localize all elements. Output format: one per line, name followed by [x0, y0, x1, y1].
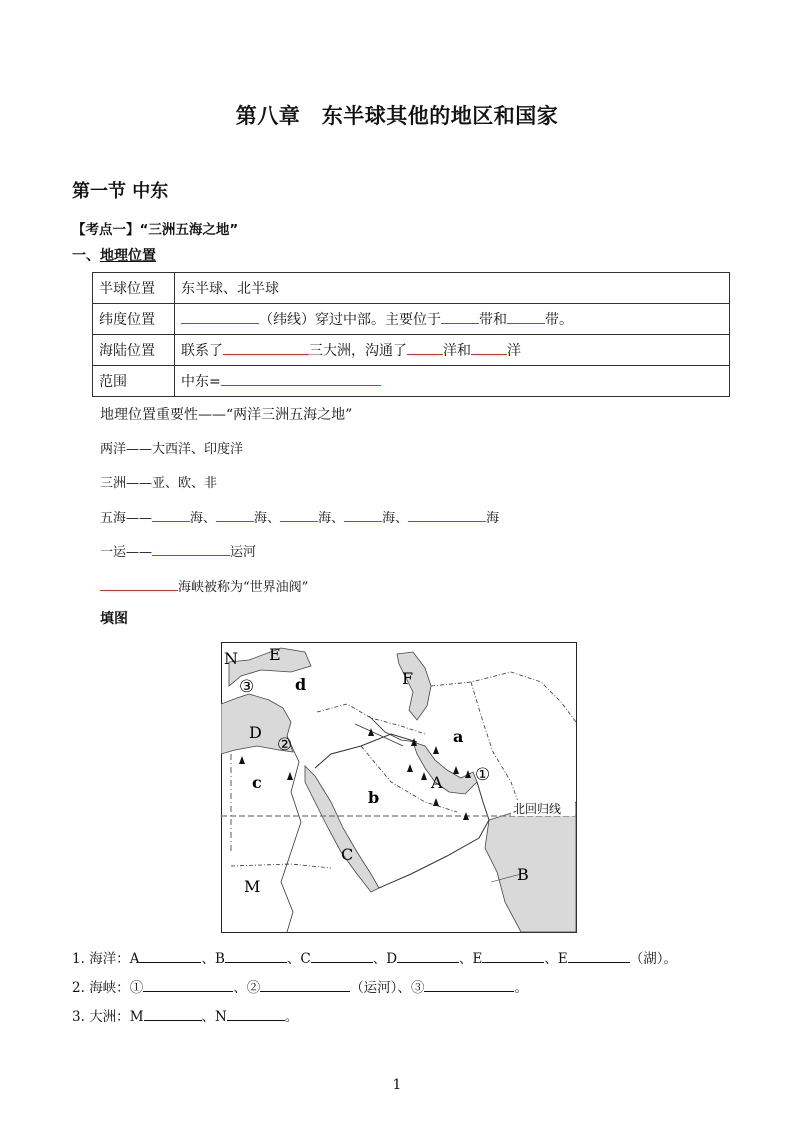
q-item: ① [129, 980, 144, 996]
geo-position-table [92, 272, 730, 397]
kaodian-heading: 【考点一】“三洲五海之地” [72, 222, 239, 238]
answer-blank[interactable] [152, 508, 190, 522]
label-d: D [249, 723, 262, 742]
q-item: C [300, 951, 311, 967]
answer-blank[interactable] [227, 1007, 285, 1021]
label-b: B [517, 865, 529, 884]
row-value [175, 335, 730, 366]
importance-line: 地理位置重要性——“两洋三洲五海之地” [100, 407, 353, 423]
table-row [93, 304, 730, 335]
q-item: A [129, 951, 140, 967]
answer-blank[interactable] [260, 978, 350, 992]
strait-line [100, 576, 308, 595]
q-item: M [129, 1009, 144, 1025]
sep: 、 [395, 511, 409, 526]
sub-heading-text: 地理位置 [100, 248, 156, 264]
answer-blank[interactable] [441, 310, 479, 324]
row-text: （纬线）穿过中部。主要位于 [259, 312, 441, 328]
sub-heading-number: 一、 [72, 248, 100, 264]
sep: 、 [372, 951, 387, 967]
sep: 、 [233, 980, 247, 996]
label-strait-2: ② [277, 735, 293, 755]
row-value [175, 366, 730, 397]
label-strait-3: ③ [239, 677, 255, 697]
answer-blank[interactable] [397, 949, 459, 963]
row-text: 带和 [479, 312, 507, 328]
answer-blank[interactable] [507, 310, 545, 324]
answer-blank[interactable] [568, 949, 630, 963]
q-number: 1. [72, 951, 85, 967]
answer-blank[interactable] [223, 341, 309, 355]
label-m: M [244, 877, 261, 896]
section-title: 第一节 中东 [72, 181, 169, 202]
sep: 、 [203, 511, 217, 526]
three-continents-line: 三洲——亚、欧、非 [100, 476, 218, 491]
q-canal: （运河）、 [350, 980, 411, 996]
q-item: E [472, 951, 483, 967]
q-item: E [557, 951, 568, 967]
answer-blank[interactable] [280, 508, 318, 522]
answer-blank[interactable] [139, 949, 201, 963]
row-text: 中东= [181, 374, 221, 390]
answer-blank[interactable] [216, 508, 254, 522]
q-period: 。 [284, 1009, 299, 1025]
table-row [93, 273, 730, 304]
sea-text: 海 [382, 511, 396, 526]
q-item: ② [246, 980, 261, 996]
q-period: 。 [514, 980, 528, 996]
label-c: C [341, 845, 354, 864]
q-prefix: 大洲： [89, 1009, 130, 1025]
five-seas-label: 五海—— [100, 511, 153, 526]
canal-label: 一运—— [100, 545, 153, 560]
sea-text: 海 [318, 511, 332, 526]
q-suffix: （湖）。 [629, 951, 677, 967]
sep: 、 [201, 1009, 216, 1025]
q-prefix: 海洋： [89, 951, 130, 967]
row-value: 东半球、北半球 [175, 273, 730, 304]
q-prefix: 海峡： [89, 980, 130, 996]
two-oceans-line: 两洋——大西洋、印度洋 [100, 442, 244, 457]
answer-blank[interactable] [143, 978, 233, 992]
label-b-lower: b [368, 788, 380, 807]
answer-blank[interactable] [225, 949, 287, 963]
label-strait-1: ① [475, 765, 491, 785]
answer-blank[interactable] [100, 577, 178, 591]
q-number: 3. [72, 1009, 85, 1025]
middle-east-map [221, 642, 577, 933]
canal-suffix: 运河 [230, 545, 257, 560]
sea-text: 海 [486, 511, 500, 526]
tropic-label: 北回归线 [513, 802, 562, 816]
answer-blank[interactable] [344, 508, 382, 522]
answer-blank[interactable] [152, 542, 230, 556]
label-n: N [224, 649, 238, 668]
question-3 [72, 1005, 298, 1025]
sep: 、 [267, 511, 281, 526]
sep: 、 [201, 951, 215, 967]
answer-blank[interactable] [221, 372, 381, 386]
row-text: 三大洲，沟通了 [309, 343, 407, 359]
q-number: 2. [72, 980, 85, 996]
q-item: ③ [410, 980, 425, 996]
answer-blank[interactable] [407, 341, 443, 355]
label-a: A [431, 773, 443, 792]
question-2 [72, 976, 528, 996]
row-label: 半球位置 [93, 273, 175, 304]
table-row [93, 366, 730, 397]
page-number: 1 [392, 1077, 402, 1093]
sub-heading [72, 245, 156, 265]
answer-blank[interactable] [311, 949, 373, 963]
answer-blank[interactable] [408, 508, 486, 522]
answer-blank[interactable] [144, 1007, 202, 1021]
question-1 [72, 947, 677, 967]
row-text: 洋 [507, 343, 521, 359]
label-d-lower: d [295, 675, 307, 694]
canal-line [100, 541, 256, 560]
five-seas-line [100, 507, 499, 526]
strait-suffix: 海峡被称为“世界油阀” [178, 580, 309, 595]
fill-map-label: 填图 [100, 611, 128, 627]
table-row [93, 335, 730, 366]
label-f: F [402, 669, 414, 688]
row-text: 联系了 [181, 343, 223, 359]
answer-blank[interactable] [181, 310, 259, 324]
answer-blank[interactable] [424, 978, 514, 992]
sep: 、 [286, 951, 301, 967]
row-label: 海陆位置 [93, 335, 175, 366]
sep: 、 [459, 951, 473, 967]
row-value [175, 304, 730, 335]
sep: 、 [331, 511, 345, 526]
sea-text: 海 [190, 511, 204, 526]
q-item: N [215, 1009, 227, 1025]
row-label: 纬度位置 [93, 304, 175, 335]
label-c-lower: c [252, 773, 262, 792]
q-item: B [214, 951, 225, 967]
answer-blank[interactable] [471, 341, 507, 355]
label-a-lower: a [453, 727, 464, 746]
row-label: 范围 [93, 366, 175, 397]
row-text: 洋和 [443, 343, 471, 359]
row-text: 带。 [545, 312, 573, 328]
label-e: E [269, 645, 281, 664]
chapter-title: 第八章 东半球其他的地区和国家 [235, 104, 559, 128]
sep: 、 [544, 951, 558, 967]
sea-text: 海 [254, 511, 268, 526]
answer-blank[interactable] [482, 949, 544, 963]
q-item: D [386, 951, 398, 967]
